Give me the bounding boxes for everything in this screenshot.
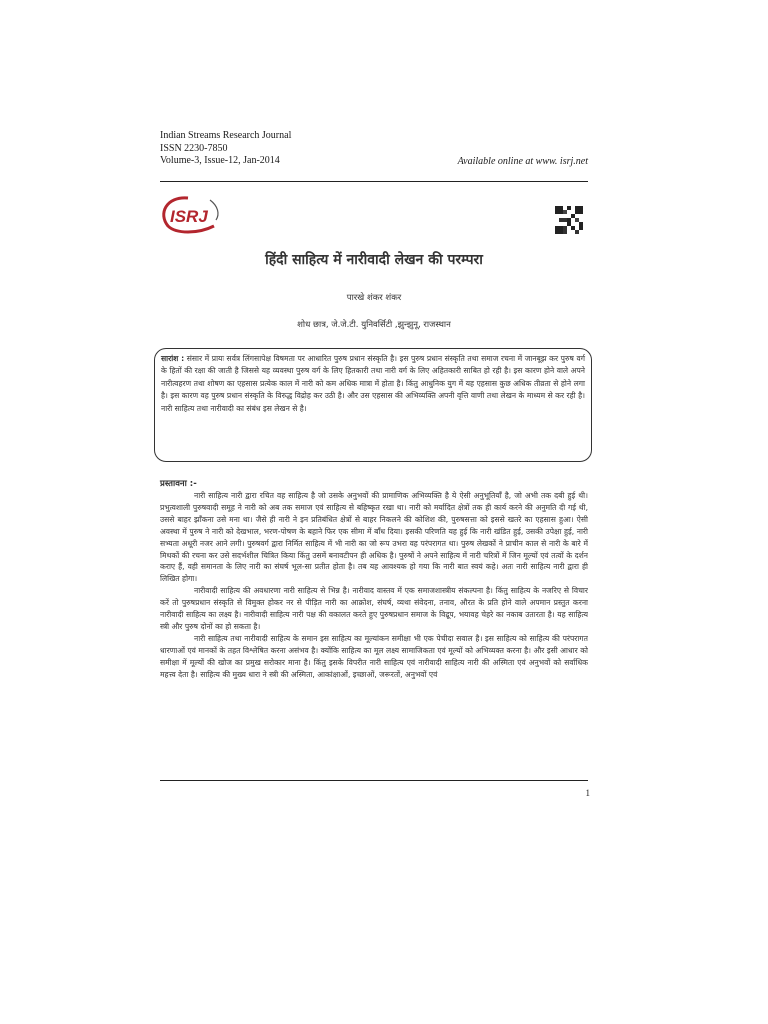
body-text — [160, 490, 588, 774]
volume-issue: Volume-3, Issue-12, Jan-2014 — [160, 155, 280, 166]
page-number: 1 — [585, 788, 590, 798]
paragraph-3: नारी साहित्य तथा नारीवादी साहित्य के समान इस साहित्य का मूल्यांकन समीक्षा भी एक पेचीदा सवाल है। इस साहित्य को साहित्य की परंपरागत धारणाओं एवं मानकों के तहत विश्लेषित करना असंभव है। क्योंकि साहित्य का मूल लक्ष्य सामाजिकता एवं मूल्यों को अभिव्यक्त करना है। और इसी आधार को समीक्षा में मूल्यों की खोज का प्रमुख सरोकार माना है। किंतु इसके विपरीत नारी साहित्य एवं नारीवादी साहित्य नारी की अस्मिता एवं अनुभवों को सर्वाधिक महत्त्व देता है। साहित्य की मुख्य धारा ने स्त्री की अस्मिता, आकांक्षाओं, इच्छाओं, जरूरतों, अनुभवों एवं — [160, 633, 588, 679]
footer-rule — [160, 780, 588, 781]
abstract-text: संसार में प्रायः सर्वत्र लिंगसापेक्ष विषमता पर आधारित पुरुष प्रधान संस्कृति है। इस पुरुष प्रधान संस्कृति तथा समाज रचना में जानबूझ कर पुरुष वर्ग के हितों की रक्षा की जाती है जिससे यह व्यवस्था पुरुष वर्ग के लिए हितकारी तथा नारी वर्ग के लिए अहितकारी साबित हो रही है। इस कारण होने वाले अपने नारीत्वहरण तथा शोषण का एहसास प्रत्येक काल में नारी को कम अधिक मात्रा में होता है। किंतु आधुनिक युग में यह एहसास कुछ अधिक तीव्रता से होने लगा है। इस कारण वह पुरुष प्रधान संस्कृति के विरुद्ध विद्रोह कर उठी है। और उस एहसास की अभिव्यक्ति अपनी वृत्ति वाणी तथा लेखन के माध्यम से कर रही है। नारी साहित्य तथा नारीवादी का संबंध इस लेखन से है। — [161, 354, 585, 413]
paper-title: हिंदी साहित्य में नारीवादी लेखन की परम्परा — [265, 252, 483, 268]
header-rule — [160, 181, 588, 182]
available-online: Available online at www. isrj.net — [457, 156, 588, 167]
journal-name: Indian Streams Research Journal — [160, 130, 292, 141]
issn: ISSN 2230-7850 — [160, 142, 228, 154]
logo-text: ISRJ — [170, 207, 208, 226]
paragraph-2: नारीवादी साहित्य की अवधारणा नारी साहित्य से भिन्न है। नारीवाद वास्तव में एक समाजशास्त्रीय संकल्पना है। किंतु साहित्य के नजरिए से विचार करें तो पुरुषप्रधान संस्कृति से विमुक्त होकर नर से पीड़ित नारी का आक्रोश, संघर्ष, व्यथा संवेदना, तनाव, औरत के प्रति होने वाले अपमान प्रस्तुत करना नारीवादी साहित्य का लक्ष्य है। नारीवादी साहित्य नारी पक्ष की वकालत करते हुए पुरुषप्रधान समाज के विद्रूप, भयावह चेहरे का नकाब उतारता है। यह साहित्य स्त्री और पुरुष दोनों का हो सकता है। — [160, 586, 588, 631]
journal-header — [160, 130, 588, 168]
qr-code-icon — [555, 205, 583, 235]
author-affiliation: शोध छात्र, जे.जे.टी. युनिवर्सिटी ,झुन्झुनू, राजस्थान — [297, 320, 451, 330]
abstract-label: सारांश : — [161, 354, 185, 363]
isrj-logo — [158, 192, 222, 236]
paragraph-1: नारी साहित्य नारी द्वारा रचित वह साहित्य है जो उसके अनुभवों की प्रामाणिक अभिव्यक्ति है ये ऐसी अनुभूतियाँ है, जो अभी तक दबी हुई थी। प्रभुत्वशाली पुरुषवादी समूह ने नारी को अब तक समाज एवं साहित्य से बहिष्कृत रखा था। नारी को मर्यादित क्षेत्रों तक ही कार्य करने की अनुमति दी गई थी, उससे बाहर झाँकना उसे मना था। जैसे ही नारी ने इन प्रतिबंधित क्षेत्रों से बाहर निकलने की कोशिश की, पुरुषसत्ता को इससे खतरे का एहसास हुआ। ऐसी अवस्था में पुरुष ने नारी को देखभाल, भरण-पोषण के बहाने फिर एक सीमा में बाँध दिया। इसकी परिणति यह हुई कि नारी खंडित हुई, उसकी उपेक्षा हुई, नारी सभ्यता अधूरी नजर आने लगी। पुरुषवर्ग द्वारा निर्मित साहित्य में भी नारी का जो रूप उभरा वह परंपरागत था। पुरुष लेखकों ने प्राचीन काल से नारी के बारे में मिथकों की रचना कर उसे सदर्भशील चित्रित किया किंतु उसमें बनावटीपन ही अधिक है। पुरुषों ने अपने साहित्य में नारी चरित्रों में जिन मूल्यों एवं तत्वों के दर्शन कराए हैं, वही समानता के लिए नारी का संघर्ष भूल-सा प्रतीत होता है। तब यह आवश्यक हो गया कि नारी बात स्वयं कहे। अतः नारी साहित्य नारी द्वारा ही लिखित होगा। — [160, 491, 588, 584]
abstract-box — [154, 348, 592, 462]
author-name: पारखे शंकर शंकर — [346, 293, 402, 303]
section-heading: प्रस्तावना :- — [160, 479, 197, 489]
